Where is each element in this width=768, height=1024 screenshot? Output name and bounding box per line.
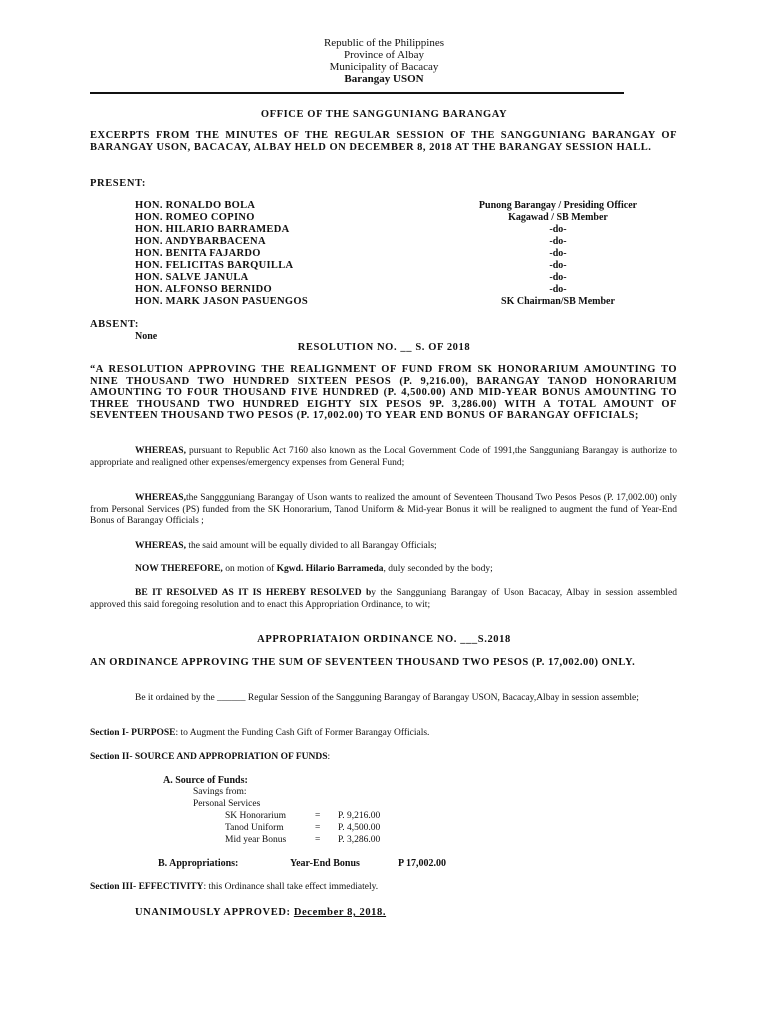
header-barangay: Barangay USON — [344, 73, 424, 85]
be-it-resolved-lead: BE IT RESOLVED AS IT IS HEREBY RESOLVED b — [135, 588, 372, 598]
member-position: Punong Barangay / Presiding Officer — [478, 200, 638, 211]
fund-item-label: Tanod Uniform — [225, 823, 284, 833]
header-municipality: Municipality of Bacacay — [329, 61, 439, 73]
member-name: HON. ALFONSO BERNIDO — [135, 284, 272, 295]
section-two-text: : — [327, 752, 331, 762]
section-two-title: SOURCE AND APPROPRIATION OF FUNDS — [134, 752, 328, 762]
fund-item-amount: P. 3,286.00 — [338, 835, 381, 845]
now-therefore-paragraph — [90, 564, 677, 576]
appropriations-label: B. Appropriations: — [158, 858, 239, 869]
be-it-resolved-text: y the Sangguniang Barangay of Uson Bacacay, Albay in session assembled approved this said foregoing resolution and to enact this Appropriation Ordinance, to wit; — [90, 588, 677, 610]
savings-from: Savings from: — [193, 787, 247, 797]
whereas-paragraph — [90, 541, 677, 553]
section-two — [90, 752, 330, 762]
member-position: SK Chairman/SB Member — [501, 296, 615, 307]
excerpts-paragraph: EXCERPTS FROM THE MINUTES OF THE REGULAR SESSION OF THE SANGGUNIANG BARANGAY OF BARANGAY USON, BACACAY, ALBAY HELD ON DECEMBER 8, 2018 AT THE BARANGAY SESSION HALL. — [90, 130, 677, 153]
member-position: -do- — [549, 284, 567, 295]
member-name: HON. RONALDO BOLA — [135, 200, 256, 211]
whereas-lead: WHEREAS, — [135, 493, 186, 503]
ordained-paragraph: Be it ordained by the ______ Regular Session of the Sangguning Barangay of Barangay USON, Bacacay,Albay in session assemble; — [135, 693, 639, 703]
now-therefore-text-end: , duly seconded by the body; — [383, 564, 493, 574]
member-position: Kagawad / SB Member — [508, 212, 608, 223]
mover-name: Kgwd. Hilario Barrameda — [276, 564, 384, 574]
section-three-title: EFFECTIVITY — [138, 882, 204, 892]
member-name: HON. FELICITAS BARQUILLA — [135, 260, 294, 271]
fund-item-label: Mid year Bonus — [225, 835, 287, 845]
fund-item-eq: = — [315, 823, 321, 833]
header-divider — [90, 92, 624, 94]
member-name: HON. BENITA FAJARDO — [135, 248, 261, 259]
section-three-text: : this Ordinance shall take effect immediately. — [203, 882, 379, 892]
section-three — [90, 882, 378, 892]
absent-value: None — [135, 331, 158, 342]
personal-services: Personal Services — [193, 799, 261, 809]
member-name: HON. ANDYBARBACENA — [135, 236, 266, 247]
fund-item-amount: P. 4,500.00 — [338, 823, 381, 833]
whereas-text: pursuant to Republic Act 7160 also known as the Local Government Code of 1991,the Sangguniang Barangay is authorize to appropriate and realigned other expenses/emergency expenses from General Fund; — [90, 446, 677, 468]
fund-item-eq: = — [315, 835, 321, 845]
whereas-lead: WHEREAS, — [135, 541, 186, 551]
section-two-label: Section II- — [90, 752, 133, 762]
fund-item-eq: = — [315, 811, 321, 821]
now-therefore-lead: NOW THEREFORE, — [135, 564, 223, 574]
approval-label: UNANIMOUSLY APPROVED: — [135, 907, 291, 918]
section-one-label: Section I- — [90, 728, 129, 738]
approval-date: December 8, 2018. — [293, 907, 387, 918]
member-name: HON. HILARIO BARRAMEDA — [135, 224, 290, 235]
present-label: PRESENT: — [90, 178, 146, 189]
member-position: -do- — [549, 272, 567, 283]
member-name: HON. MARK JASON PASUENGOS — [135, 296, 308, 307]
member-position: -do- — [549, 224, 567, 235]
now-therefore-text: on motion of — [222, 564, 277, 574]
member-position: -do- — [549, 236, 567, 247]
section-one-title: PURPOSE — [131, 728, 176, 738]
section-one-text: : to Augment the Funding Cash Gift of Former Barangay Officials. — [175, 728, 430, 738]
member-position: -do- — [549, 248, 567, 259]
member-name: HON. ROMEO COPINO — [135, 212, 255, 223]
appropriations-amount: P 17,002.00 — [398, 858, 447, 869]
whereas-lead: WHEREAS, — [135, 446, 186, 456]
office-title: OFFICE OF THE SANGGUNIANG BARANGAY — [260, 109, 508, 120]
section-three-label: Section III- — [90, 882, 137, 892]
member-position: -do- — [549, 260, 567, 271]
appropriations-item: Year-End Bonus — [290, 858, 360, 869]
ordinance-title: AN ORDINANCE APPROVING THE SUM OF SEVENTEEN THOUSAND TWO PESOS (P. 17,002.00) ONLY. — [90, 657, 636, 668]
section-one — [90, 728, 429, 738]
resolution-number: RESOLUTION NO. __ S. OF 2018 — [297, 342, 471, 353]
whereas-paragraph — [90, 493, 677, 528]
whereas-paragraph — [90, 446, 677, 469]
approval-line — [135, 907, 386, 918]
header-province: Province of Albay — [343, 49, 425, 61]
whereas-text: the Sanggguniang Barangay of Uson wants to realized the amount of Seventeen Thousand Two Pesos Pesos (P. 17,002.00) only from Personal Services (PS) funded from the SK Honorarium, Tanod Uniform & Mid-year Bonus it will be realigned to augment the fund of Year-End Bonus of Barangay Officials ; — [90, 493, 677, 526]
fund-item-label: SK Honorarium — [225, 811, 286, 821]
resolution-title: “A RESOLUTION APPROVING THE REALIGNMENT OF FUND FROM SK HONORARIUM AMOUNTING TO NINE THOUSAND TWO HUNDRED SIXTEEN PESOS (P. 9,216.00), BARANGAY TANOD HONORARIUM AMOUNTING TO FOUR THOUSAND FIVE HUNDRED (P. 4,500.00) AND MID-YEAR BONUS AMOUNTING TO THREE THOUSAND TWO HUNDRED EIGHTY SIX PESOS 9P. 3,286.00) WITH A TOTAL AMOUNT OF SEVENTEEN THOUSAND TWO PESOS (P. 17,002.00) TO YEAR END BONUS OF BARANGAY OFFICIALS; — [90, 364, 677, 421]
member-name: HON. SALVE JANULA — [135, 272, 249, 283]
header-republic: Republic of the Philippines — [323, 37, 445, 49]
fund-item-amount: P. 9,216.00 — [338, 811, 381, 821]
be-it-resolved-paragraph — [90, 588, 677, 611]
source-of-funds-heading: A. Source of Funds: — [163, 775, 248, 786]
whereas-text: the said amount will be equally divided to all Barangay Officials; — [185, 541, 437, 551]
appropriation-ordinance-number: APPROPRIATAION ORDINANCE NO. ___S.2018 — [257, 634, 511, 645]
absent-label: ABSENT: — [90, 319, 139, 330]
